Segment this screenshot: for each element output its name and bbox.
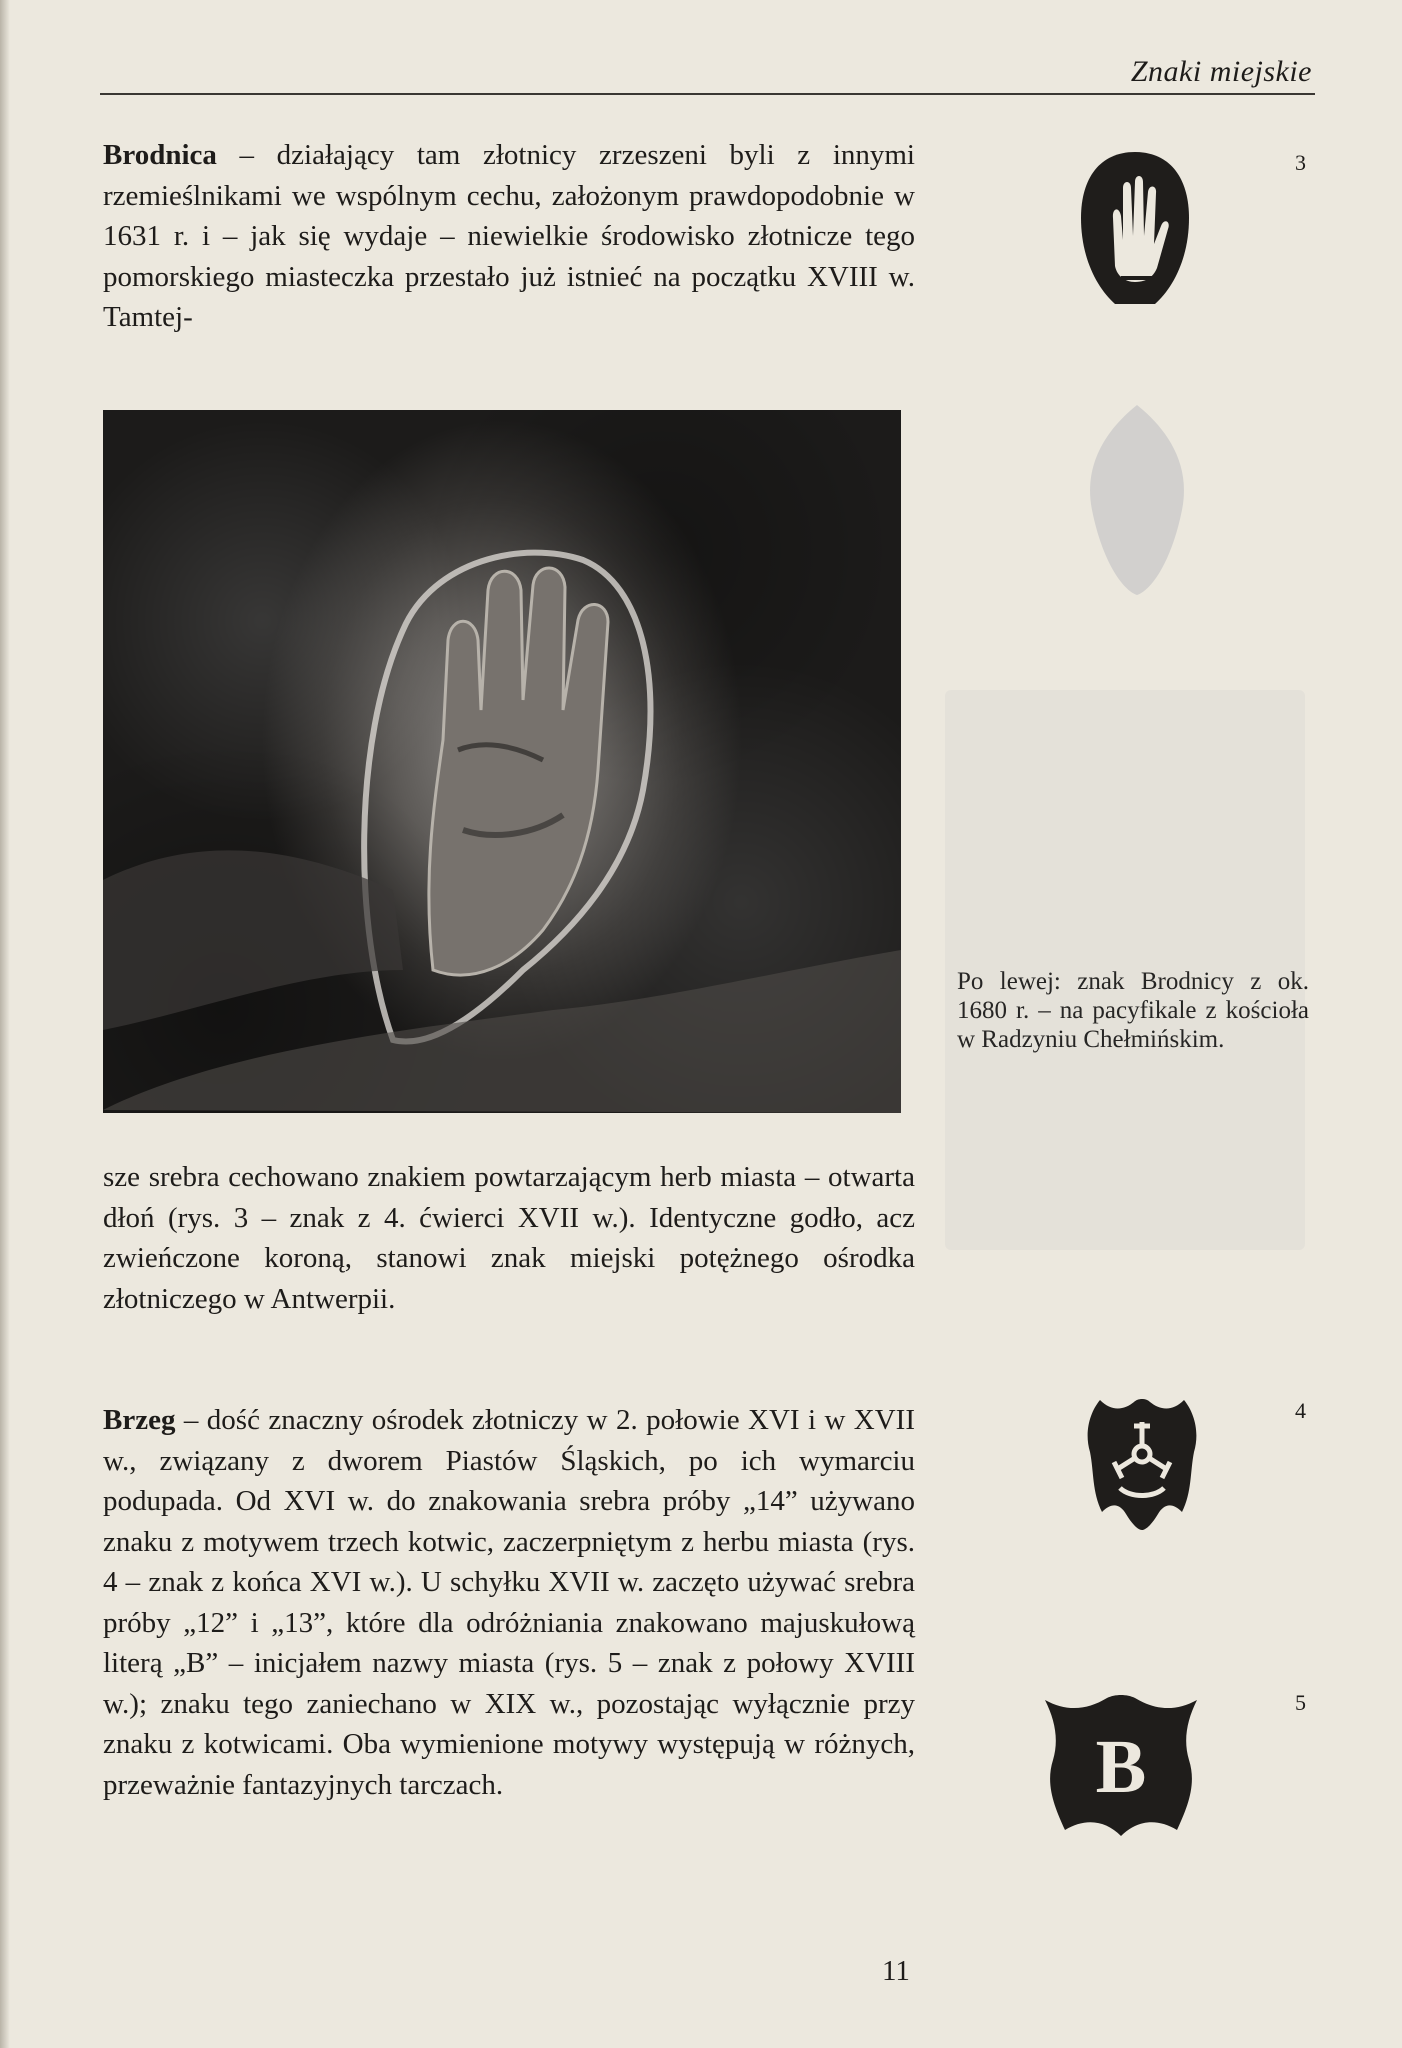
brzeg-letter-b-mark-icon [1037,1690,1205,1840]
mark5-letter: B [1095,1725,1147,1809]
paragraph-brzeg-text: – dość znaczny ośrodek złotniczy w 2. połowie XVI i w XVII w., związany z dworem Piastów Śląskich, po ich wymarciu podupada. Od XVI w. do znakowania srebra próby „14” używano znaku z motywem trzech kotwic, zaczerpniętym z herbu miasta (rys. 4 – znak z końca XVI w.). U schyłku XVII w. zaczęto używać srebra próby „12” i „13”, które dla odróżniania znakowano majuskułową literą „B” – inicjałem nazwy miasta (rys. 5 – znak z połowy XVIII w.); znaku tego zaniechano w XIX w., pozostając wyłącznie przy znaku z kotwicami. Oba wymienione motywy występują w różnych, przeważnie fantazyjnych tarczach. [103,1404,915,1801]
figure-number-3: 3 [1295,150,1306,175]
hand-relief-photo [103,410,901,1113]
paragraph-brodnica-continued: sze srebra cechowano znakiem powtarzającym herb miasta – otwarta dłoń (rys. 3 – znak z 4. ćwierci XVII w.). Identyczne godło, acz zwieńczone koroną, stanowi znak miejski potężnego ośrodka złotniczego w Antwerpii. [103,1161,915,1315]
brodnica-hand-mark-icon [1075,148,1195,308]
show-through-block [945,690,1305,1250]
running-header: Znaki miejskie [1130,55,1312,88]
figure-number-5: 5 [1295,1690,1306,1715]
paragraph-brodnica [103,135,915,338]
photo-caption: Po lewej: znak Brodnicy z ok. 1680 r. – na pacyfikale z kościoła w Radzyniu Chełmińskim. [957,968,1309,1053]
photo-brodnica-mark [103,410,901,1113]
paragraph-brzeg [103,1400,915,1805]
page-number: 11 [882,1955,910,1987]
paragraph-brodnica-text: – działający tam złotnicy zrzeszeni byli z innymi rzemieślnikami we wspólnym cechu, założonym prawdopodobnie w 1631 r. i – jak się wydaje – niewielkie środowisko złotnicze tego pomorskiego miasteczka przestało już istnieć na początku XVIII w. Tamtej- [103,139,915,333]
lead-term-brzeg: Brzeg [103,1404,176,1436]
header-rule [100,93,1315,95]
lead-term-brodnica: Brodnica [103,139,217,171]
brzeg-anchors-mark-icon [1080,1392,1205,1532]
show-through-ornament-icon [1072,400,1202,600]
page-edge-shadow [0,0,10,2048]
figure-number-4: 4 [1295,1398,1306,1423]
